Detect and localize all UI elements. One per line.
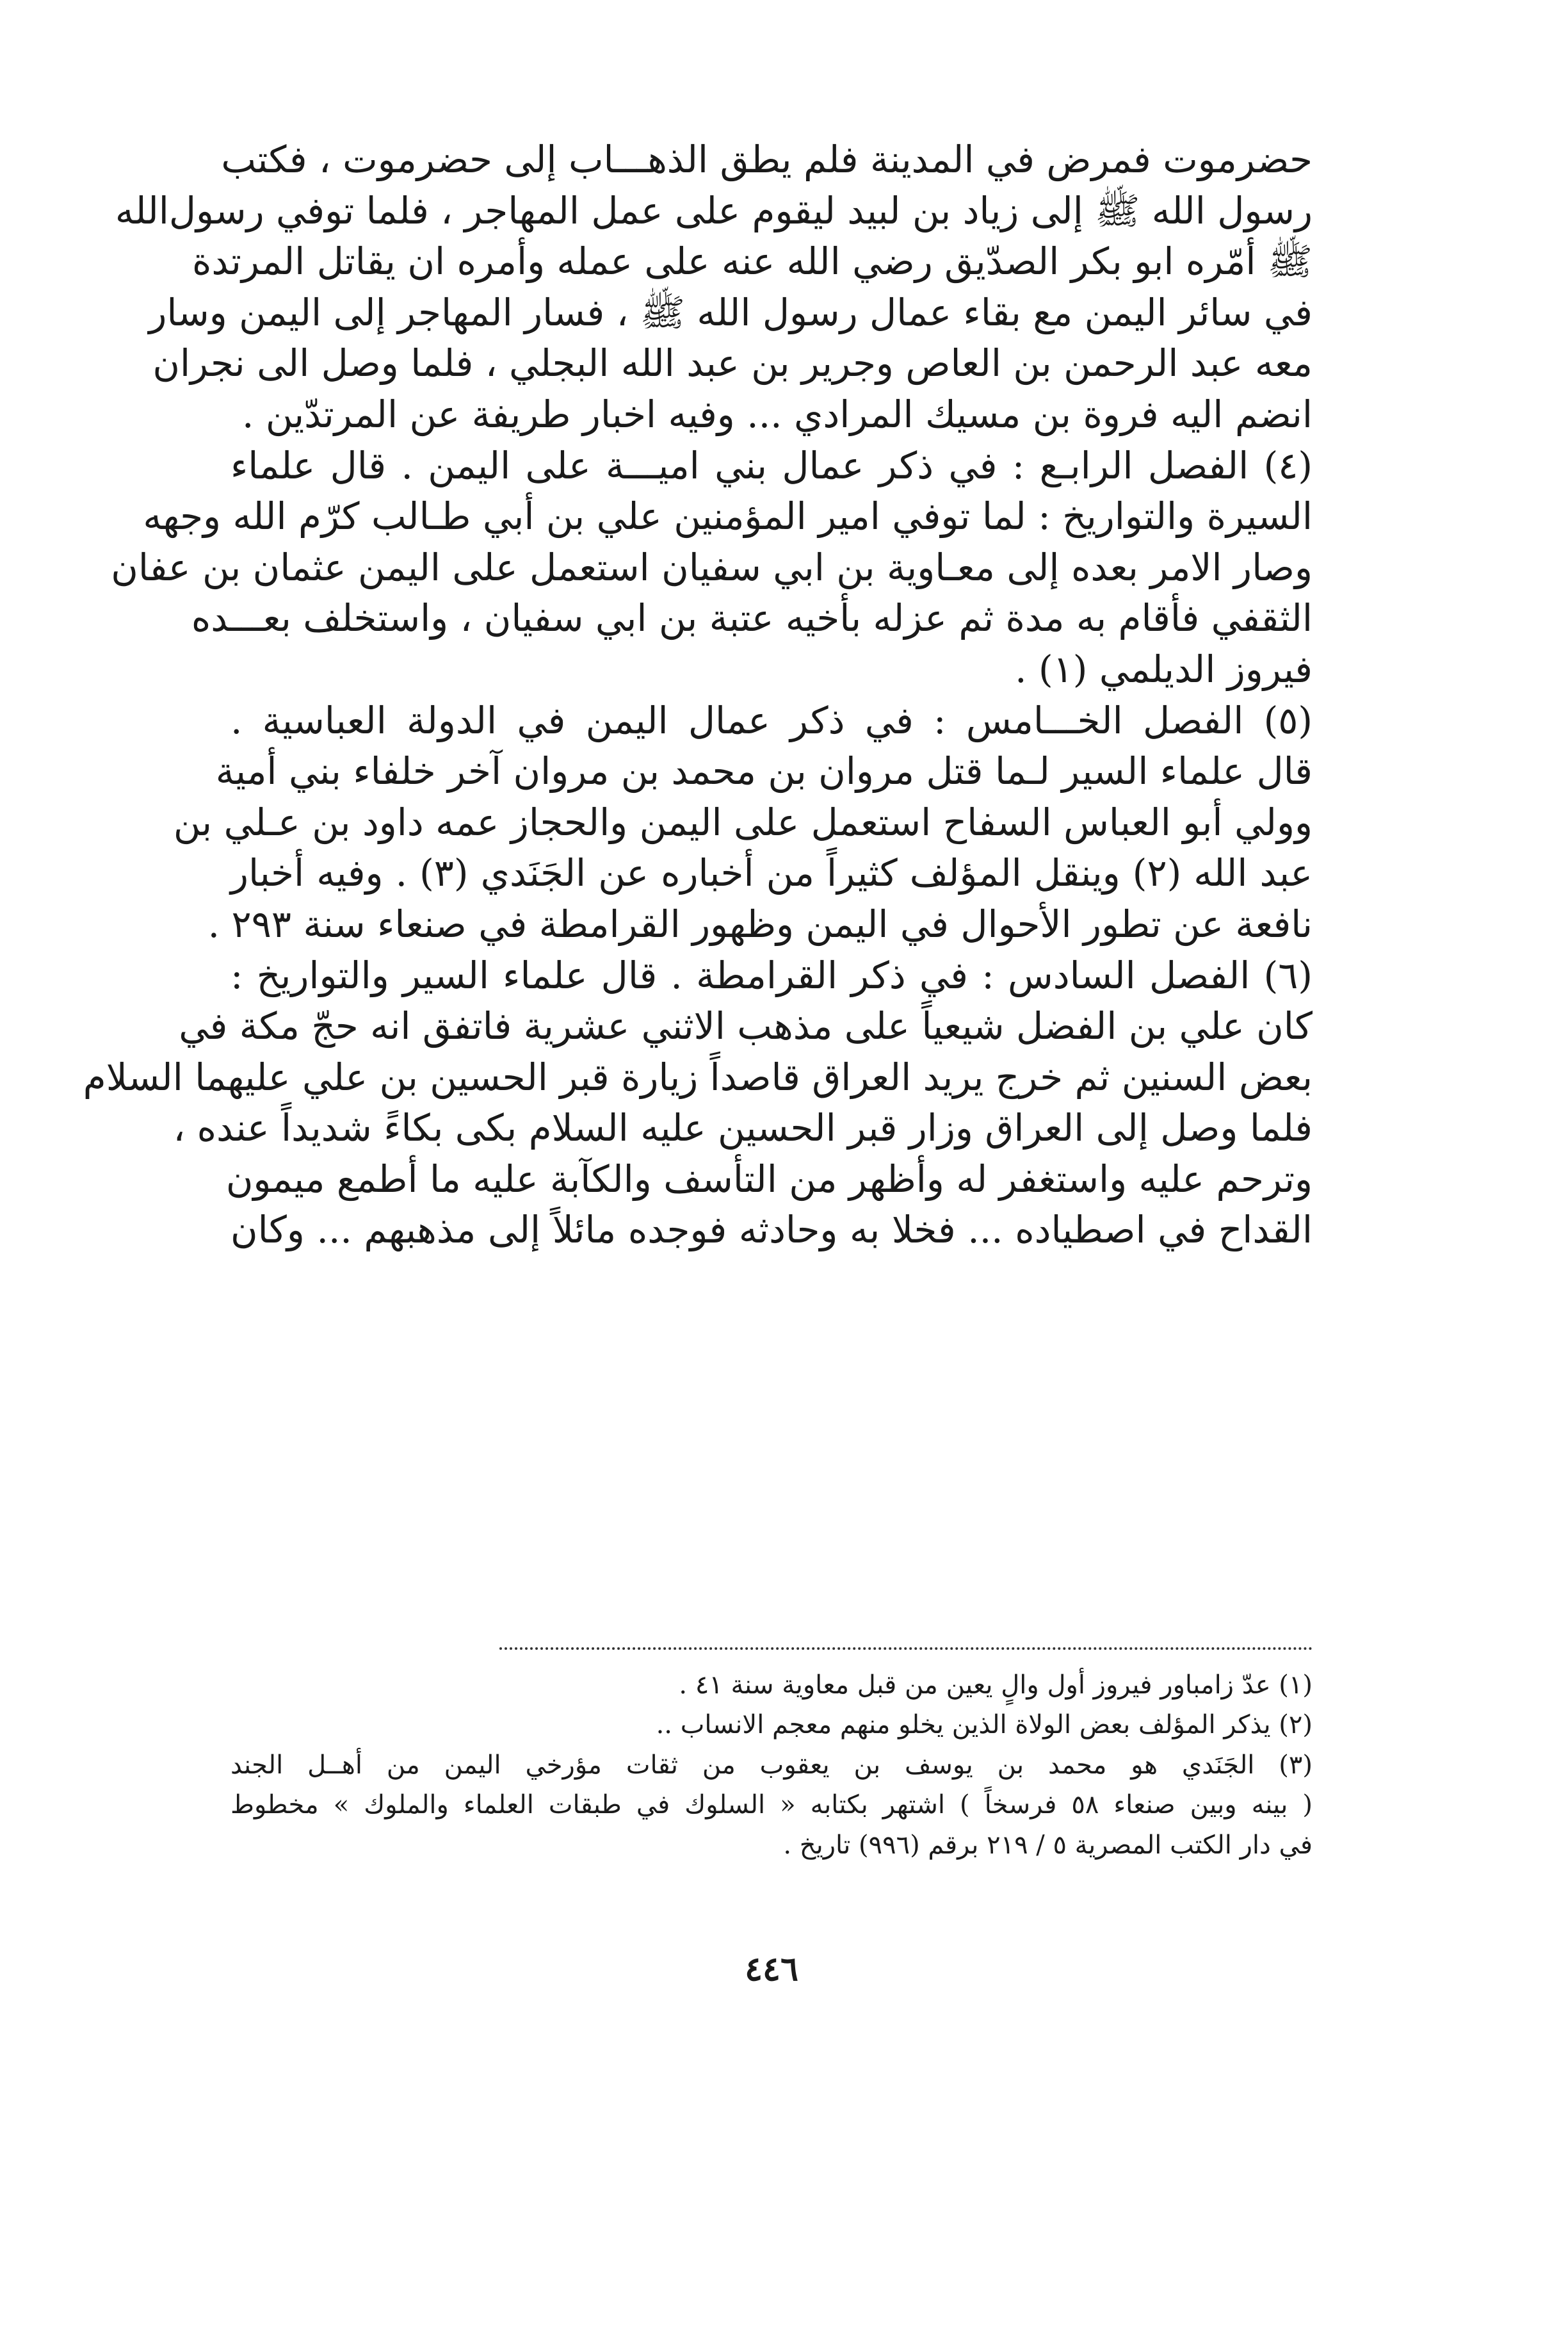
text-line: كان علي بن الفضل شيعياً على مذهب الاثني عشرية فاتفق انه حجّ مكة في: [179, 1004, 1313, 1048]
text-line: ﷺ أمّره ابو بكر الصدّيق رضي الله عنه على عمله وأمره ان يقاتل المرتدة: [191, 240, 1313, 284]
page-content: [83, 134, 1313, 1989]
text-line: حضرموت فمرض في المدينة فلم يطق الذهـــاب إلى حضرموت ، فكتب: [221, 138, 1313, 181]
text-line: السيرة والتواريخ : لما توفي امير المؤمنين علي بن أبي طـالب كرّم الله وجهه: [143, 494, 1313, 539]
text-line: وولي أبو العباس السفاح استعمل على اليمن والحجاز عمه داود بن عـلي بن: [173, 800, 1313, 844]
text-line: بعض السنين ثم خرج يريد العراق قاصداً زيارة قبر الحسين بن علي عليهما السلام: [83, 1055, 1313, 1099]
dotted-rule: [499, 1647, 1313, 1650]
footnote-2: (٢) يذكر المؤلف بعض الولاة الذين يخلو منهم معجم الانساب ..: [656, 1710, 1313, 1740]
text-line: معه عبد الرحمن بن العاص وجرير بن عبد الله البجلي ، فلما وصل الى نجران: [152, 341, 1313, 386]
section-heading-line: (٥) الفصل الخـــامس : في ذكر عمال اليمن في الدولة العباسية .: [230, 698, 1313, 742]
footnote-3-continued: ( بينه وبين صنعاء ٥٨ فرسخاً ) اشتهر بكتابه « السلوك في طبقات العلماء والملوك » مخطوط: [230, 1790, 1313, 1820]
text-line: نافعة عن تطور الأحوال في اليمن وظهور القرامطة في صنعاء سنة ٢٩٣ .: [207, 902, 1313, 946]
text-line: انضم اليه فروة بن مسيك المرادي ... وفيه اخبار طريفة عن المرتدّين .: [242, 392, 1313, 436]
text-line: القداح في اصطياده ... فخلا به وحادثه فوجده مائلاً إلى مذهبهم ... وكان: [230, 1208, 1313, 1252]
section-heading-line: (٤) الفصل الرابـع : في ذكر عمال بني اميـــة على اليمن . قال علماء: [230, 443, 1313, 487]
text-line: وصار الامر بعده إلى معـاوية بن ابي سفيان استعمل على اليمن عثمان بن عفان: [111, 545, 1313, 589]
footnote-3: (٣) الجَنَدي هو محمد بن يوسف بن يعقوب من ثقات مؤرخي اليمن من أهــل الجند: [230, 1750, 1313, 1780]
text-line: فلما وصل إلى العراق وزار قبر الحسين عليه السلام بكى بكاءً شديداً عنده ،: [173, 1106, 1313, 1150]
text-line: عبد الله (٢) وينقل المؤلف كثيراً من أخباره عن الجَنَدي (٣) . وفيه أخبار: [230, 851, 1313, 895]
text-line: فيروز الديلمي (١) .: [1015, 647, 1313, 691]
section-heading-line: (٦) الفصل السادس : في ذكر القرامطة . قال علماء السير والتواريخ :: [230, 953, 1313, 997]
footnotes: [230, 1665, 1313, 1865]
text-line: رسول الله ﷺ إلى زياد بن لبيد ليقوم على عمل المهاجر ، فلما توفي رسول‌الله: [115, 188, 1313, 232]
text-line: قال علماء السير لـما قتل مروان بن محمد بن مروان آخر خلفاء بني أمية: [215, 749, 1313, 794]
main-text: [83, 134, 1313, 1256]
page-number: ٤٤٦: [745, 1950, 798, 1989]
footnote-3-continued: في دار الكتب المصرية ٥ / ٢١٩ برقم (٩٩٦) تاريخ .: [783, 1830, 1313, 1860]
footnote-1: (١) عدّ زامباور فيروز أول والٍ يعين من قبل معاوية سنة ٤١ .: [679, 1670, 1313, 1700]
text-line: الثقفي فأقام به مدة ثم عزله بأخيه عتبة بن ابي سفيان ، واستخلف بعـــده: [191, 596, 1313, 640]
text-line: وترحم عليه واستغفر له وأظهر من التأسف والكآبة عليه ما أطمع ميمون: [225, 1157, 1313, 1201]
text-line: في سائر اليمن مع بقاء عمال رسول الله ﷺ ، فسار المهاجر إلى اليمن وسار: [149, 290, 1313, 334]
